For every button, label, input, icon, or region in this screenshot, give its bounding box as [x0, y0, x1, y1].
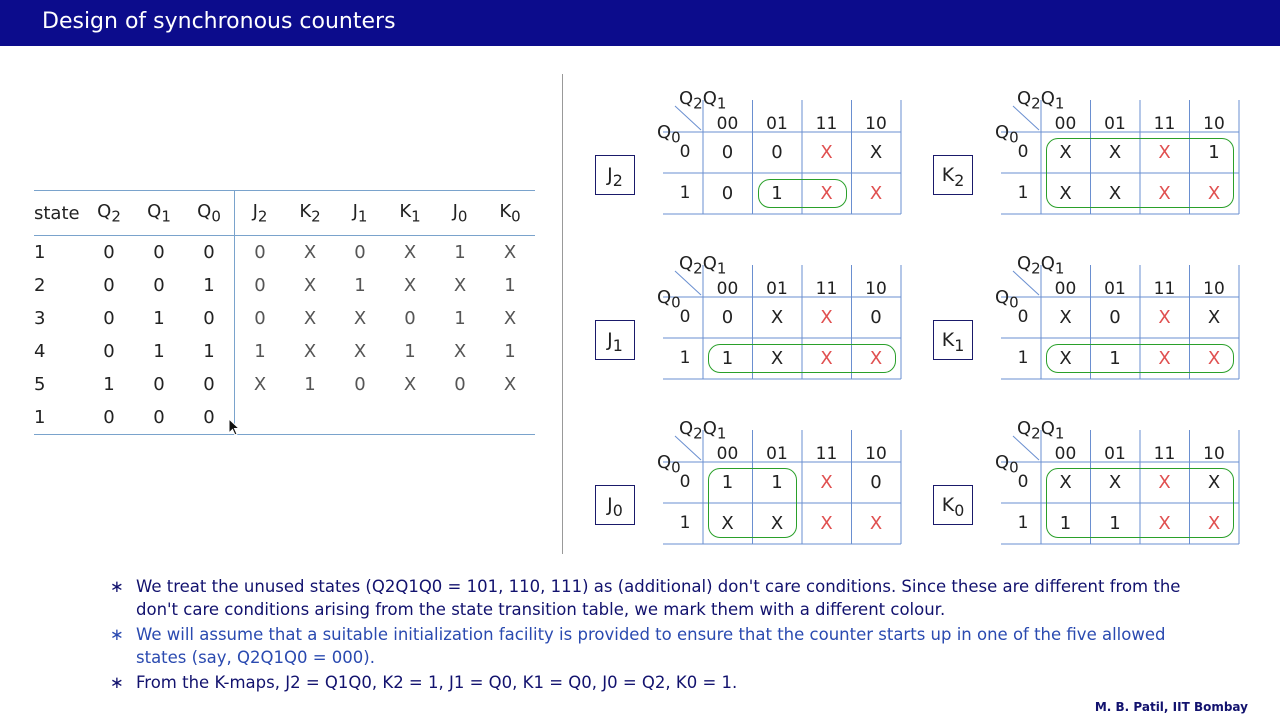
- kmap-cell: 1: [771, 183, 783, 204]
- table-cell: 1: [304, 374, 316, 395]
- kmap-cell: X: [1158, 472, 1171, 493]
- kmap-row-head: 0: [679, 142, 691, 162]
- kmap-row-axis: $Q_0$: [995, 452, 1019, 477]
- table-cell: [285, 401, 335, 435]
- table-cell: 1: [34, 401, 84, 435]
- kmap-cell: X: [1207, 348, 1221, 369]
- table-header-row: [34, 191, 535, 236]
- title-bar: [0, 0, 1280, 46]
- bullet-icon: ∗: [110, 577, 124, 596]
- kmap-cell: X: [1059, 472, 1072, 493]
- kmap-col-axis: $Q_2Q_1$: [1017, 253, 1065, 278]
- table-cell: X: [303, 341, 317, 362]
- kmap-col-head: 11: [815, 114, 838, 134]
- table-cell: X: [403, 275, 417, 296]
- kmap-cell: 1: [721, 348, 734, 369]
- kmap-cell: 1: [1059, 513, 1072, 534]
- kmap-cell: X: [1059, 348, 1072, 369]
- bullet-icon: ∗: [110, 625, 124, 644]
- kmap-cell: X: [820, 142, 833, 163]
- table-cell: X: [453, 341, 467, 362]
- kmap-col-head: 00: [716, 444, 739, 464]
- kmap-cell: X: [820, 348, 833, 369]
- kmap-group-ring: [708, 344, 896, 373]
- kmap-group-ring: [1046, 468, 1234, 538]
- note-unused-states: [110, 575, 1190, 621]
- kmap-col-head: 10: [1203, 279, 1225, 299]
- table-cell: X: [353, 341, 367, 362]
- kmap-cell: X: [869, 348, 883, 369]
- vertical-divider: [562, 74, 563, 554]
- kmap-cell: X: [721, 513, 734, 534]
- table-cell: 4: [34, 341, 46, 362]
- table-cell: 1: [504, 275, 516, 296]
- kmap-col-head: 10: [865, 114, 887, 134]
- table-cell: 0: [103, 275, 115, 296]
- kmap-row-head: 0: [679, 472, 691, 492]
- kmap-cell: X: [770, 513, 784, 534]
- table-cell: X: [453, 275, 467, 296]
- col-state: state: [34, 191, 84, 236]
- kmap-col-head: 10: [865, 279, 887, 299]
- table-cell: 2: [34, 275, 46, 296]
- table-cell: 0: [203, 242, 215, 263]
- table-row: [34, 236, 535, 270]
- table-cell: [485, 401, 535, 435]
- kmap-cell: 0: [721, 142, 734, 163]
- bullet-icon: ∗: [110, 673, 124, 692]
- kmap-col-head: 11: [815, 444, 838, 464]
- table-cell: X: [403, 374, 417, 395]
- table-cell: X: [235, 368, 286, 401]
- kmap-cell: 1: [1109, 348, 1121, 369]
- slide-title: Design of synchronous counters: [42, 9, 396, 34]
- kmap-col-head: 01: [1104, 114, 1126, 134]
- excitation-table: [34, 190, 535, 435]
- kmap-row-axis: $Q_0$: [995, 287, 1019, 312]
- kmap-group-ring: [758, 179, 847, 208]
- kmap-row-axis: $Q_0$: [657, 452, 681, 477]
- table-cell: 1: [235, 335, 286, 368]
- table-cell: 0: [203, 308, 215, 329]
- table-cell: X: [303, 308, 317, 329]
- kmap-row-head: 0: [1017, 472, 1029, 492]
- kmap-cell: X: [1158, 513, 1171, 534]
- table-cell: 1: [404, 341, 416, 362]
- kmap-row-axis: $Q_0$: [995, 122, 1019, 147]
- table-cell: 0: [84, 401, 134, 435]
- kmap-cell: X: [1207, 183, 1221, 204]
- table-row: [34, 368, 535, 401]
- kmap-row-head: 1: [679, 348, 691, 368]
- col-q2: $Q_2$: [84, 191, 134, 236]
- kmap-cell: 1: [1208, 142, 1220, 163]
- table-cell: [435, 401, 485, 435]
- note-2-text: We will assume that a suitable initialization facility is provided to ensure that the counter starts up in one of the five allowed states (say, Q2Q1Q0 = 000).: [136, 625, 1166, 667]
- kmap-cell: 0: [870, 472, 882, 493]
- kmap-col-head: 11: [1153, 114, 1176, 134]
- kmap-label: $J_2$: [595, 155, 635, 195]
- kmap-row-head: 0: [1017, 142, 1029, 162]
- col-j0: $J_0$: [435, 191, 485, 236]
- note-initialization: [110, 623, 1190, 669]
- kmap-cell: X: [770, 348, 784, 369]
- col-j1: $J_1$: [335, 191, 385, 236]
- table-cell: [235, 401, 286, 435]
- table-cell: 1: [34, 242, 46, 263]
- table-cell: X: [503, 242, 517, 263]
- kmap-col-head: 00: [1054, 114, 1077, 134]
- table-cell: 1: [504, 341, 516, 362]
- kmap-row-head: 0: [679, 307, 691, 327]
- col-q0: $Q_0$: [184, 191, 235, 236]
- table-cell: X: [503, 308, 517, 329]
- table-cell: 1: [454, 308, 466, 329]
- note-kmap-results: [110, 671, 1190, 694]
- kmap-cell: X: [820, 183, 833, 204]
- kmap-col-axis: $Q_2Q_1$: [1017, 88, 1065, 113]
- kmap-label: $K_2$: [933, 155, 973, 195]
- kmap-cell: X: [1108, 472, 1122, 493]
- table-cell: 0: [153, 242, 165, 263]
- kmap-cell: X: [820, 472, 833, 493]
- kmap-col-axis: $Q_2Q_1$: [679, 88, 727, 113]
- kmap-col-head: 01: [1104, 444, 1126, 464]
- kmap-col-axis: $Q_2Q_1$: [679, 418, 727, 443]
- table-cell: 0: [203, 374, 215, 395]
- table-row: [34, 335, 535, 368]
- table-cell: 0: [184, 401, 235, 435]
- kmap-cell: X: [770, 307, 784, 328]
- table-cell: 0: [103, 242, 115, 263]
- table-cell: 5: [34, 374, 46, 395]
- kmap-j2: [595, 80, 905, 230]
- kmap-col-head: 10: [1203, 114, 1225, 134]
- kmap-col-axis: $Q_2Q_1$: [1017, 418, 1065, 443]
- kmap-cell: X: [869, 142, 883, 163]
- table-cell: X: [503, 374, 517, 395]
- col-j2: $J_2$: [235, 191, 286, 236]
- kmap-col-head: 01: [1104, 279, 1126, 299]
- kmap-cell: X: [1059, 183, 1072, 204]
- kmap-row-head: 1: [679, 513, 691, 533]
- table-row: [34, 302, 535, 335]
- kmap-group-ring: [1046, 344, 1234, 373]
- table-cell: 0: [153, 374, 165, 395]
- kmap-cell: X: [1158, 348, 1171, 369]
- kmap-label: $K_0$: [933, 485, 973, 525]
- kmap-cell: 0: [721, 183, 734, 204]
- table-cell: 1: [153, 308, 165, 329]
- table-cell: X: [403, 242, 417, 263]
- kmap-cell: 1: [771, 472, 783, 493]
- kmap-cell: X: [869, 183, 883, 204]
- kmap-cell: 1: [721, 472, 734, 493]
- table-cell: X: [353, 308, 367, 329]
- table-cell: 0: [354, 242, 366, 263]
- table-cell: 1: [454, 242, 466, 263]
- kmap-k2: [933, 80, 1243, 230]
- kmap-cell: 0: [771, 142, 783, 163]
- kmap-cell: X: [1108, 183, 1122, 204]
- col-k0: $K_0$: [485, 191, 535, 236]
- kmap-col-head: 01: [766, 444, 788, 464]
- mouse-cursor-icon: [228, 418, 242, 438]
- table-cell: 0: [354, 374, 366, 395]
- kmap-col-head: 10: [865, 444, 887, 464]
- kmap-row-head: 1: [1017, 348, 1029, 368]
- table-cell: 0: [103, 341, 115, 362]
- table-cell: [385, 401, 435, 435]
- kmap-k0: [933, 410, 1243, 560]
- kmap-row-head: 0: [1017, 307, 1029, 327]
- kmap-cell: X: [1059, 142, 1072, 163]
- table-cell: 1: [153, 341, 165, 362]
- col-q1: $Q_1$: [134, 191, 184, 236]
- kmap-row-axis: $Q_0$: [657, 287, 681, 312]
- kmap-cell: X: [1158, 183, 1171, 204]
- kmap-cell: 0: [1109, 307, 1121, 328]
- kmap-label: $J_0$: [595, 485, 635, 525]
- kmap-cell: X: [869, 513, 883, 534]
- kmap-col-head: 11: [1153, 444, 1176, 464]
- kmap-cell: X: [820, 307, 833, 328]
- kmap-row-head: 1: [1017, 183, 1029, 203]
- table-cell: 0: [153, 275, 165, 296]
- author-credit: M. B. Patil, IIT Bombay: [1094, 700, 1248, 714]
- kmap-cell: X: [1158, 307, 1171, 328]
- table-cell: X: [303, 242, 317, 263]
- kmap-cell: X: [1207, 513, 1221, 534]
- kmap-cell: X: [1207, 307, 1221, 328]
- kmap-label: $J_1$: [595, 320, 635, 360]
- kmap-col-head: 00: [716, 114, 739, 134]
- table-cell: 0: [134, 401, 184, 435]
- table-cell: 1: [103, 374, 115, 395]
- kmap-col-head: 11: [1153, 279, 1176, 299]
- table-cell: 0: [454, 374, 466, 395]
- kmap-col-head: 11: [815, 279, 838, 299]
- kmap-cell: 0: [870, 307, 882, 328]
- kmap-cell: X: [1108, 142, 1122, 163]
- col-k2: $K_2$: [285, 191, 335, 236]
- table-cell: 3: [34, 308, 46, 329]
- kmap-row-axis: $Q_0$: [657, 122, 681, 147]
- table-cell: [335, 401, 385, 435]
- table-row: [34, 401, 535, 435]
- kmap-cell: X: [1158, 142, 1171, 163]
- table-cell: X: [303, 275, 317, 296]
- kmap-col-head: 00: [716, 279, 739, 299]
- kmap-j0: [595, 410, 905, 560]
- table-cell: 0: [235, 302, 286, 335]
- kmap-label: $K_1$: [933, 320, 973, 360]
- kmap-j1: [595, 245, 905, 395]
- table-cell: 0: [103, 308, 115, 329]
- kmap-row-head: 1: [1017, 513, 1029, 533]
- kmap-col-head: 01: [766, 114, 788, 134]
- table-cell: 0: [235, 236, 286, 270]
- kmap-col-head: 01: [766, 279, 788, 299]
- kmap-cell: X: [1207, 472, 1221, 493]
- kmap-k1: [933, 245, 1243, 395]
- table-cell: 1: [354, 275, 366, 296]
- notes-list: [110, 575, 1190, 696]
- kmap-cell: X: [1059, 307, 1072, 328]
- kmap-col-axis: $Q_2Q_1$: [679, 253, 727, 278]
- kmap-cell: 1: [1109, 513, 1121, 534]
- table-cell: 1: [203, 341, 215, 362]
- table-cell: 1: [203, 275, 215, 296]
- table-cell: 0: [235, 269, 286, 302]
- note-3-text: From the K-maps, J2 = Q1Q0, K2 = 1, J1 = Q0, K1 = Q0, J0 = Q2, K0 = 1.: [136, 673, 738, 692]
- kmap-group-ring: [708, 468, 797, 538]
- table-cell: 0: [404, 308, 416, 329]
- kmap-col-head: 00: [1054, 279, 1077, 299]
- kmap-col-head: 00: [1054, 444, 1077, 464]
- kmap-group-ring: [1046, 138, 1234, 208]
- kmap-row-head: 1: [679, 183, 691, 203]
- table-row: [34, 269, 535, 302]
- note-1-text: We treat the unused states (Q2Q1Q0 = 101, 110, 111) as (additional) don't care conditions. Since these are different from the don't care conditions arising from the state transition table, we mark them with a different colour.: [136, 577, 1181, 619]
- kmap-cell: X: [820, 513, 833, 534]
- col-k1: $K_1$: [385, 191, 435, 236]
- kmap-col-head: 10: [1203, 444, 1225, 464]
- kmap-cell: 0: [721, 307, 734, 328]
